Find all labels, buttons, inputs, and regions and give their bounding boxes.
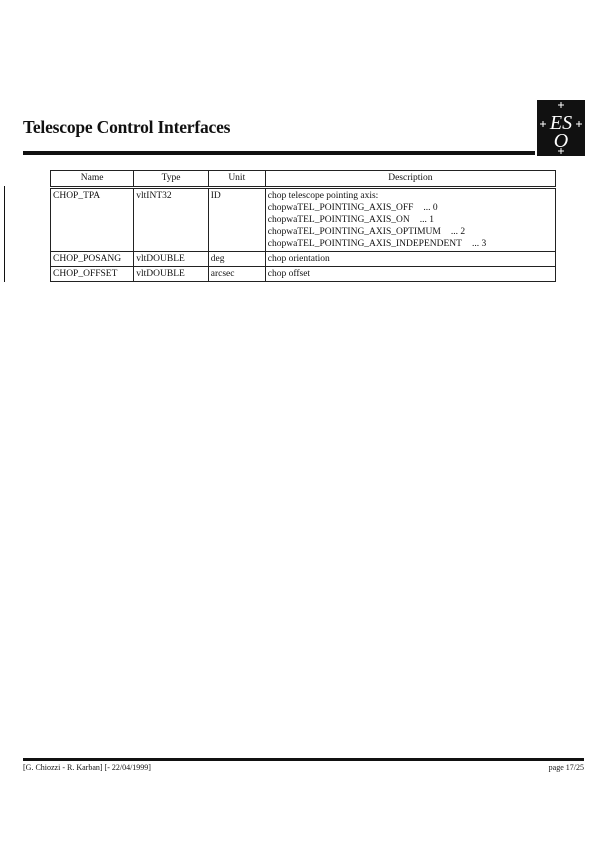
cell-type: vltDOUBLE: [134, 267, 209, 282]
cell-unit: ID: [208, 188, 265, 252]
description-line: [268, 268, 553, 280]
description-text: chopwaTEL_POINTING_AXIS_ON: [267, 215, 410, 225]
description-line: [268, 253, 553, 265]
column-header-type: Type: [134, 171, 209, 188]
svg-text:ES: ES: [549, 112, 573, 134]
eso-logo: [537, 100, 585, 156]
description-line: [268, 226, 553, 238]
parameter-table: [50, 170, 556, 282]
column-header-unit: Unit: [208, 171, 265, 188]
cell-type: vltDOUBLE: [134, 252, 209, 267]
description-line: [268, 238, 553, 250]
description-line: [268, 202, 553, 214]
description-text: chop orientation: [267, 254, 330, 264]
enum-value: ... 3: [471, 239, 487, 249]
enum-value: ... 2: [450, 227, 466, 237]
table-row: [51, 188, 556, 252]
footer-authors-date: [G. Chiozzi - R. Karban] [- 22/04/1999]: [23, 763, 151, 772]
cell-description: [265, 252, 555, 267]
cell-type: vltINT32: [134, 188, 209, 252]
cell-name: CHOP_POSANG: [51, 252, 134, 267]
description-line: [268, 190, 553, 202]
description-text: chop telescope pointing axis:: [267, 191, 379, 201]
svg-text:O: O: [553, 130, 569, 152]
table-header-row: [51, 171, 556, 188]
description-line: [268, 214, 553, 226]
cell-description: [265, 188, 555, 252]
column-header-description: Description: [265, 171, 555, 188]
cell-description: [265, 267, 555, 282]
header-rule: [23, 151, 535, 155]
description-text: chopwaTEL_POINTING_AXIS_OPTIMUM: [267, 227, 441, 237]
footer-page-number: page 17/25: [548, 763, 584, 772]
table-row: [51, 267, 556, 282]
cell-unit: deg: [208, 252, 265, 267]
enum-value: ... 1: [419, 215, 434, 225]
footer-rule: [23, 758, 584, 761]
column-header-name: Name: [51, 171, 134, 188]
description-text: chopwaTEL_POINTING_AXIS_OFF: [267, 203, 414, 213]
eso-logo-icon: [537, 100, 585, 156]
table-row: [51, 252, 556, 267]
cell-name: CHOP_TPA: [51, 188, 134, 252]
enum-value: ... 0: [423, 203, 438, 213]
change-bar: [4, 186, 5, 282]
page-title: Telescope Control Interfaces: [23, 117, 231, 137]
cell-unit: arcsec: [208, 267, 265, 282]
description-text: chopwaTEL_POINTING_AXIS_INDEPENDENT: [267, 239, 462, 249]
description-text: chop offset: [267, 269, 311, 279]
cell-name: CHOP_OFFSET: [51, 267, 134, 282]
